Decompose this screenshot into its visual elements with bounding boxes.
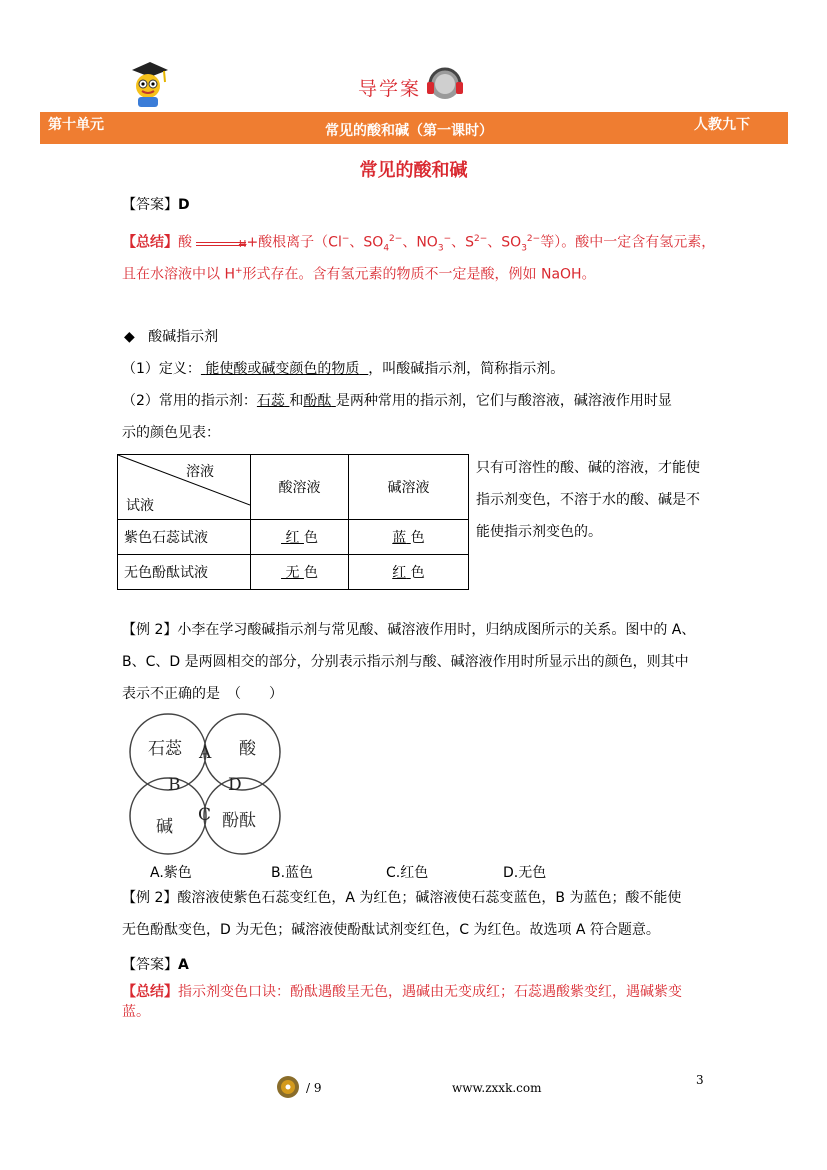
page-number: 3: [696, 1073, 704, 1087]
diamond-icon: ◆: [124, 329, 135, 345]
lesson-label: 常见的酸和碱（第一课时）: [325, 123, 493, 139]
summary-1-line-1: 【总结】酸 H+酸根离子（Cl−、$SO_4^{2-}$、$NO_3^-$、$S^{2-}$、$SO_3^{2-}$等）。酸中一定含有氢元素，: [122, 234, 716, 254]
option-a: A.紫色: [150, 865, 192, 881]
venn-label-base: 碱: [156, 817, 173, 837]
footer-url[interactable]: www.zxxk.com: [452, 1081, 542, 1095]
summary-1-line-2: 且在水溶液中以 H+形式存在。含有氢元素的物质不一定是酸，例如 NaOH。: [122, 266, 596, 283]
summary-2-line-1: 【总结】指示剂变色口诀：酚酞遇酸呈无色，遇碱由无变成红；石蕊遇酸紫变红，遇碱紫变: [122, 984, 682, 1000]
unit-label: 第十单元: [48, 117, 104, 133]
col-acid-header: 酸溶液: [251, 455, 349, 520]
explanation-line-2: 无色酚酞变色，D 为无色；碱溶液使酚酞试剂变红色，C 为红色。故选项 A 符合题意。: [122, 922, 660, 938]
venn-label-litmus: 石蕊: [148, 739, 182, 759]
option-c: C.红色: [386, 865, 429, 881]
edition-label: 人教九下: [694, 117, 750, 133]
table-corner-cell: 溶液 试液: [118, 455, 251, 520]
footer-disc-icon: [276, 1075, 300, 1103]
example-line-2: B、C、D 是两圆相交的部分，分别表示指示剂与酸、碱溶液作用时所显示出的颜色，则其中: [122, 654, 689, 670]
col-base-header: 碱溶液: [349, 455, 469, 520]
option-d: D.无色: [503, 865, 547, 881]
indicator-table: [117, 454, 469, 590]
table-row: 紫色石蕊试液 红 色 蓝 色: [118, 520, 469, 555]
mascot-logo: [124, 60, 170, 108]
header-logo-text: 导学案: [358, 78, 422, 100]
footer-page-total: / 9: [306, 1081, 322, 1095]
explanation-line-1: 【例 2】酸溶液使紫色石蕊变红色，A 为红色；碱溶液使石蕊变蓝色，B 为蓝色；酸不能使: [122, 890, 682, 906]
venn-region-a: A: [199, 743, 212, 763]
venn-region-d: D: [228, 775, 242, 795]
option-b: B.蓝色: [271, 865, 314, 881]
common-indicators-line-1: （2）常用的指示剂：石蕊 和酚酞 是两种常用的指示剂，它们与酸溶液，碱溶液作用时显: [122, 393, 672, 409]
header-band: [40, 112, 788, 144]
summary-2-line-2: 蓝。: [122, 1004, 150, 1020]
venn-region-c: C: [198, 805, 212, 825]
example-line-1: 【例 2】小李在学习酸碱指示剂与常见酸、碱溶液作用时，归纳成图所示的关系。图中的 A、: [122, 622, 696, 638]
headphone-logo: [424, 64, 466, 104]
venn-region-b: B: [168, 775, 181, 795]
page-title: 常见的酸和碱: [359, 160, 468, 181]
venn-label-phenol: 酚酞: [222, 811, 256, 831]
answer-2: 【答案】A: [122, 957, 189, 973]
definition-line: （1）定义： 能使酸或碱变颜色的物质 ，叫酸碱指示剂，简称指示剂。: [122, 361, 565, 377]
answer-1: 【答案】D: [122, 197, 190, 213]
table-note: 只有可溶性的酸、碱的溶液，才能使指示剂变色，不溶于水的酸、碱是不能使指示剂变色的。: [476, 460, 700, 540]
venn-label-acid: 酸: [239, 739, 256, 759]
venn-diagram: [126, 710, 282, 858]
section-heading: ◆ 酸碱指示剂: [124, 329, 219, 345]
example-line-3: 表示不正确的是 （ ）: [122, 686, 283, 702]
table-row: 无色酚酞试液 无 色 红 色: [118, 555, 469, 590]
common-indicators-line-2: 示的颜色见表：: [122, 425, 220, 441]
